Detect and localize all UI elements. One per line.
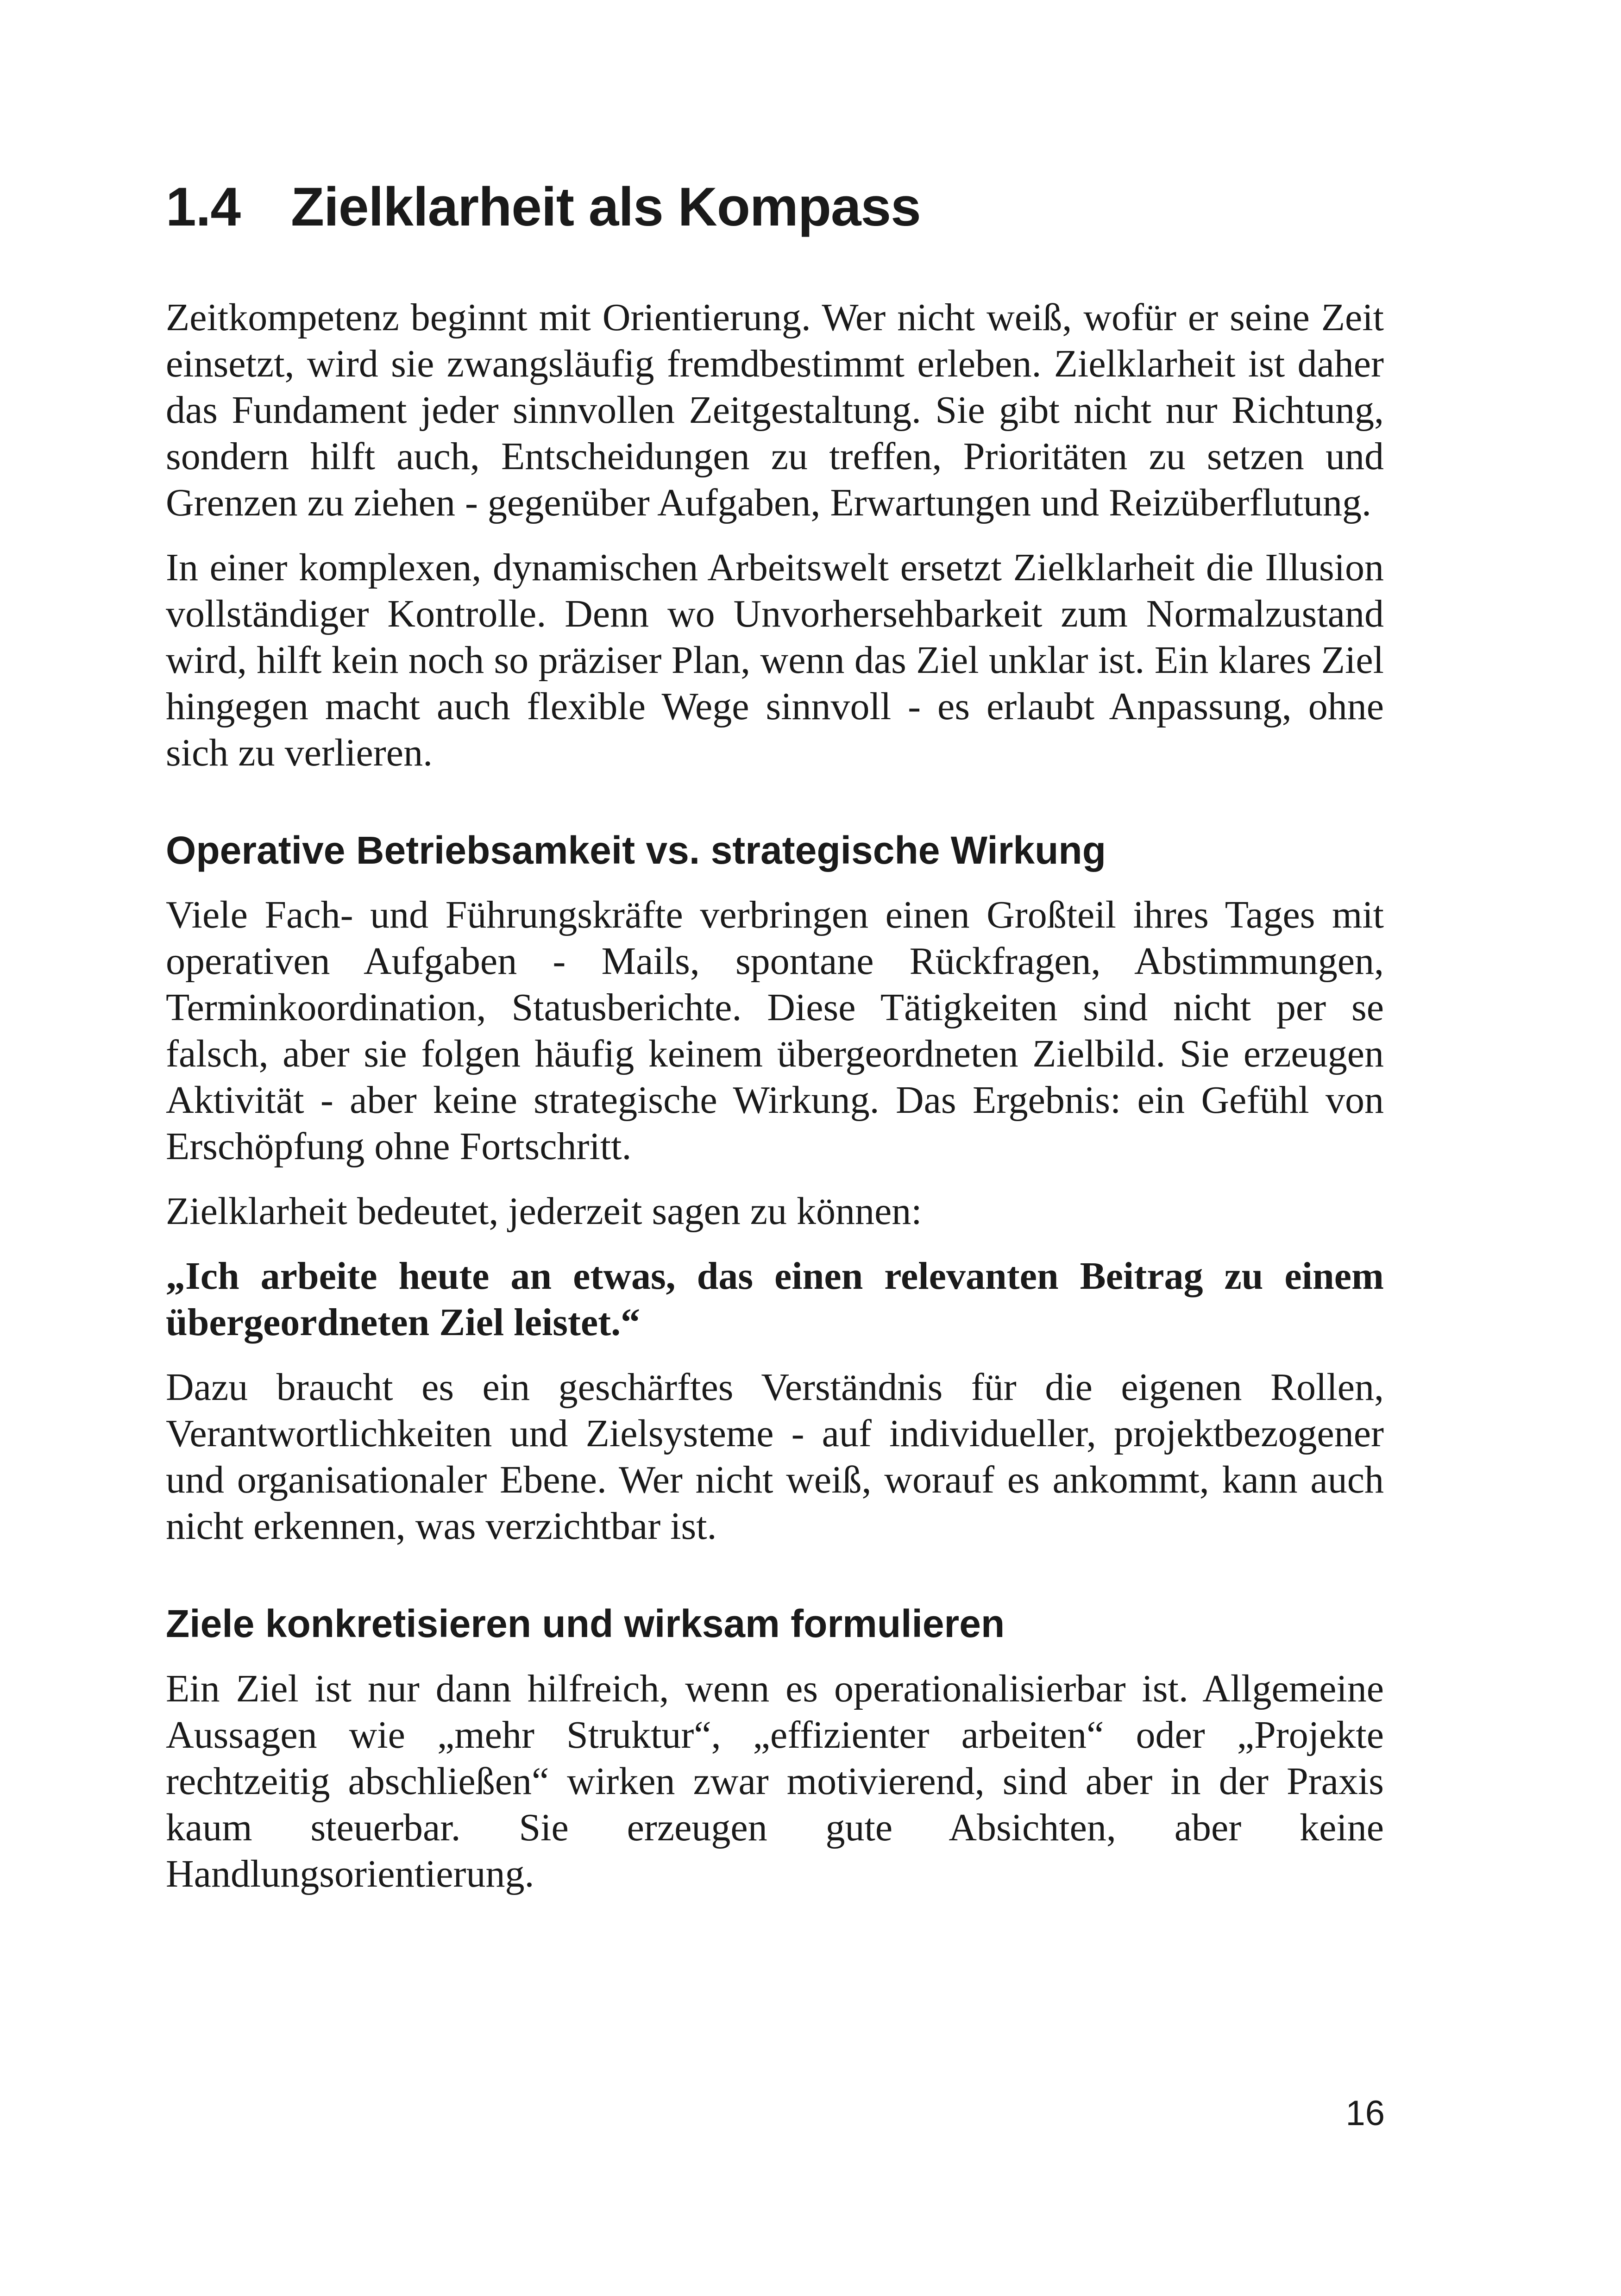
section-heading-goals: Ziele konkretisieren und wirksam formulieren (166, 1602, 1005, 1646)
paragraph-operative: Viele Fach- und Führungskräfte verbringen einen Großteil ihres Tages mit operativen Aufgaben - Mails, spontane Rückfragen, Abstimmungen, Terminkoordination, Statusberichte. Diese Tätigkeiten sind nicht per se falsch, aber sie folgen häufig keinem übergeordneten Zielbild. Sie erzeugen Aktivität - aber keine strategische Wirkung. Das Ergebnis: ein Gefühl von Erschöpfung ohne Fortschritt. (166, 893, 1384, 1168)
chapter-heading (166, 176, 1384, 239)
chapter-title: Zielklarheit als Kompass (291, 176, 921, 238)
section-heading-operative: Operative Betriebsamkeit vs. strategische Wirkung (166, 828, 1106, 872)
paragraph-definition: Zielklarheit bedeutet, jederzeit sagen zu können: (166, 1190, 922, 1233)
page-number: 16 (1345, 2094, 1385, 2133)
paragraph-goals: Ein Ziel ist nur dann hilfreich, wenn es operationalisierbar ist. Allgemeine Aussagen wie „mehr Struktur“, „effizienter arbeiten“ oder „Projekte rechtzeitig abschließen“ wirken zwar motivierend, sind aber in der Praxis kaum steuerbar. Sie erzeugen gute Absichten, aber keine Handlungsorientierung. (166, 1667, 1384, 1896)
paragraph-roles: Dazu braucht es ein geschärftes Verständnis für die eigenen Rollen, Verantwortlichkeiten und Zielsysteme - auf individueller, projektbezogener und organisationaler Ebene. Wer nicht weiß, worauf es ankommt, kann auch nicht erkennen, was verzichtbar ist. (166, 1366, 1384, 1548)
chapter-number: 1.4 (166, 176, 241, 238)
paragraph-complexity: In einer komplexen, dynamischen Arbeitswelt ersetzt Zielklarheit die Illusion vollständiger Kontrolle. Denn wo Unvorhersehbarkeit zum Normalzustand wird, hilft kein noch so präziser Plan, wenn das Ziel unklar ist. Ein klares Ziel hingegen macht auch flexible Wege sinnvoll - es erlaubt Anpassung, ohne sich zu verlieren. (166, 546, 1384, 774)
paragraph-intro: Zeitkompetenz beginnt mit Orientierung. Wer nicht weiß, wofür er seine Zeit einsetzt, wird sie zwangsläufig fremdbestimmt erleben. Zielklarheit ist daher das Fundament jeder sinnvollen Zeitgestaltung. Sie gibt nicht nur Richtung, sondern hilft auch, Entscheidungen zu treffen, Prioritäten zu setzen und Grenzen zu ziehen - gegenüber Aufgaben, Erwartungen und Reizüberflutung. (166, 295, 1384, 524)
quote-emphasis: „Ich arbeite heute an etwas, das einen relevanten Beitrag zu einem übergeordneten Ziel leistet.“ (166, 1255, 1384, 1344)
page-content (166, 176, 1384, 1916)
